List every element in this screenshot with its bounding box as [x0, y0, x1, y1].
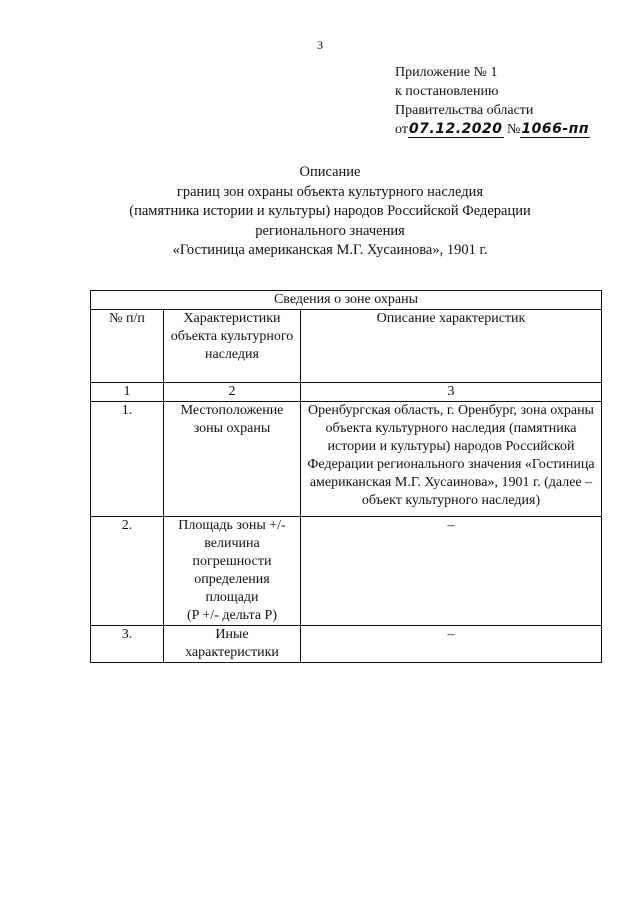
- row-description: –: [301, 626, 602, 663]
- document-title: [40, 163, 620, 261]
- row-description: –: [301, 517, 602, 626]
- appendix-government: Правительства области: [395, 103, 534, 118]
- title-line-1: Описание: [299, 164, 361, 180]
- col-number-1: 1: [91, 383, 164, 402]
- handwritten-number: 1066-пп: [521, 121, 589, 137]
- table-header-row: [91, 310, 602, 383]
- header-description: Описание характеристик: [301, 310, 602, 383]
- header-characteristic: Характеристики объекта культурного наследия: [164, 310, 301, 383]
- row-number: 3.: [91, 626, 164, 663]
- table-row: [91, 517, 602, 626]
- row-description: Оренбургская область, г. Оренбург, зона охраны объекта культурного наследия (памятника истории и культуры) народов Российской Федерации регионального значения «Гостиница американская М.Г. Хусаинова», 1901 г. (далее – объект культурного наследия): [301, 402, 602, 517]
- row-characteristic-formula: (P +/- дельта P): [186, 608, 277, 623]
- table-row: [91, 626, 602, 663]
- row-characteristic: Иные характеристики: [164, 626, 301, 663]
- date-prefix: от: [395, 122, 408, 137]
- protection-zone-table: [90, 290, 602, 663]
- col-number-3: 3: [301, 383, 602, 402]
- header-number: № п/п: [91, 310, 164, 383]
- title-line-3: (памятника истории и культуры) народов Российской Федерации: [129, 203, 531, 219]
- handwritten-date: 07.12.2020: [408, 121, 503, 137]
- column-number-row: [91, 383, 602, 402]
- page-number: 3: [317, 38, 323, 52]
- appendix-block: [395, 63, 590, 139]
- row-characteristic: [164, 517, 301, 626]
- number-prefix: №: [507, 122, 521, 137]
- title-line-5: «Гостиница американская М.Г. Хусаинова», 1901 г.: [172, 242, 488, 258]
- appendix-resolution: к постановлению: [395, 84, 499, 99]
- row-number: 1.: [91, 402, 164, 517]
- row-characteristic: Местоположение зоны охраны: [164, 402, 301, 517]
- title-line-2: границ зон охраны объекта культурного наследия: [176, 183, 484, 200]
- table-row: [91, 402, 602, 517]
- appendix-title: Приложение № 1: [395, 65, 498, 80]
- table-caption: Сведения о зоне охраны: [91, 291, 602, 310]
- row-number: 2.: [91, 517, 164, 626]
- row-characteristic-text: Площадь зоны +/- величина погрешности определения площади: [178, 518, 286, 605]
- title-line-4: регионального значения: [255, 222, 405, 239]
- appendix-date-line: [395, 120, 590, 139]
- col-number-2: 2: [164, 383, 301, 402]
- table-caption-row: [91, 291, 602, 310]
